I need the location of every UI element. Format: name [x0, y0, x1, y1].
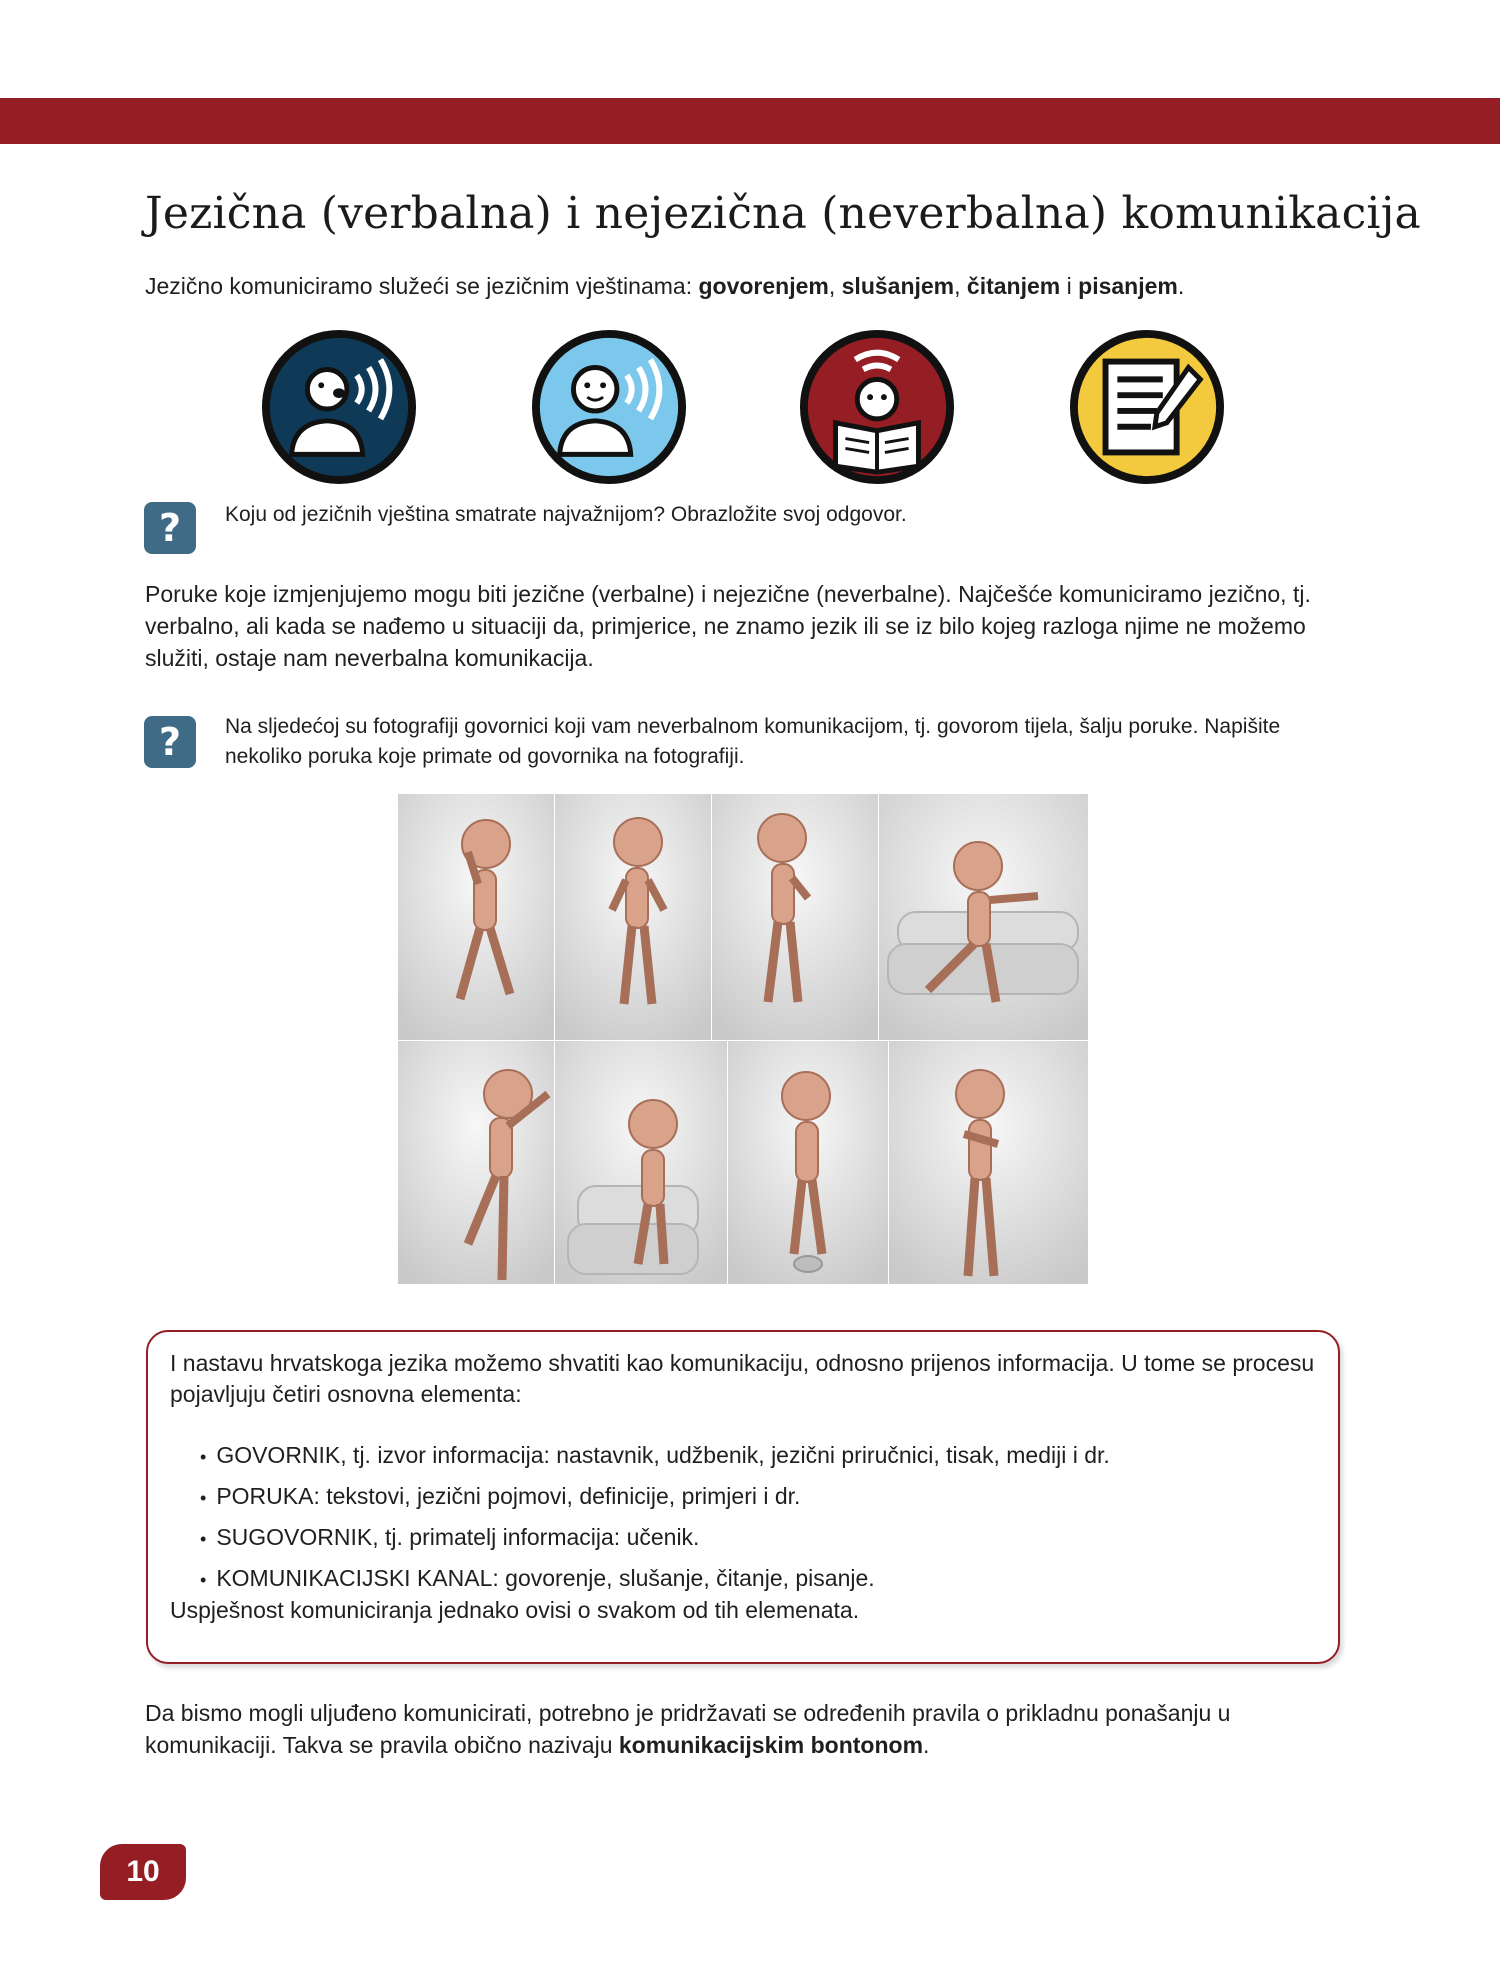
skill-listening-text: slušanjem [841, 273, 955, 299]
top-banner [0, 98, 1500, 144]
body-language-photo-grid [398, 794, 1088, 1284]
skill-reading-text: čitanjem [966, 273, 1061, 299]
intro-paragraph: Jezično komuniciramo služeći se jezičnim vještinama: govorenjem, slušanjem, čitanjem i pisanjem. [145, 273, 1185, 299]
skill-writing-text: pisanjem [1078, 273, 1178, 299]
question-1: Koju od jezičnih vještina smatrate najvažnijom? Obrazložite svoj odgovor. [225, 503, 907, 526]
etiquette-term: komunikacijskim bontonom [618, 1732, 924, 1758]
list-item: • PORUKA: tekstovi, jezični pojmovi, definicije, primjeri i dr. [200, 1477, 1110, 1518]
skill-speaking-text: govorenjem [698, 273, 829, 299]
page-title: Jezična (verbalna) i nejezična (neverbalna) komunikacija [145, 188, 1421, 239]
intro-text: Jezično komuniciramo služeći se jezičnim vještinama: [145, 273, 699, 299]
question-2: Na sljedećoj su fotografiji govornici koji vam neverbalnom komunikacijom, tj. govorom tijela, šalju poruke. Napišite nekoliko poruka koje primate od govornika na fotografiji. [225, 715, 1281, 768]
speaking-icon [260, 328, 418, 486]
list-item: • SUGOVORNIK, tj. primatelj informacija: učenik. [200, 1518, 1110, 1559]
verbal-nonverbal-paragraph: Poruke koje izmjenjujemo mogu biti jezične (verbalne) i nejezične (neverbalne). Najčešće komuniciramo jezično, tj. verbalno, ali kada se nađemo u situaciji da, primjerice, ne znamo jezik ili se iz bilo kojeg razloga njime ne možemo služiti, ostaje nam neverbalna komunikacija. [145, 581, 1311, 671]
writing-icon [1068, 328, 1226, 486]
box-outro: Uspješnost komuniciranja jednako ovisi o svakom od tih elemenata. [170, 1597, 860, 1623]
etiquette-paragraph: Da bismo mogli uljuđeno komunicirati, potrebno je pridržavati se određenih pravila o prikladnu ponašanju u komunikaciji. Takva se pravila obično nazivaju komunikacijskim bontonom. [145, 1700, 1231, 1758]
question-mark-icon: ? [144, 502, 196, 554]
skills-icons-row [260, 328, 1230, 488]
reading-icon [798, 328, 956, 486]
page-number: 10 [100, 1844, 186, 1900]
communication-elements-box [146, 1330, 1340, 1664]
question-mark-icon: ? [144, 716, 196, 768]
list-item: • KOMUNIKACIJSKI KANAL: govorenje, slušanje, čitanje, pisanje. [200, 1559, 1110, 1600]
box-intro: I nastavu hrvatskoga jezika možemo shvatiti kao komunikaciju, odnosno prijenos informacija. U tome se procesu pojavljuju četiri osnovna elementa: [170, 1350, 1315, 1407]
list-item: • GOVORNIK, tj. izvor informacija: nastavnik, udžbenik, jezični priručnici, tisak, mediji i dr. [200, 1436, 1110, 1477]
listening-icon [530, 328, 688, 486]
elements-list [200, 1436, 1110, 1600]
